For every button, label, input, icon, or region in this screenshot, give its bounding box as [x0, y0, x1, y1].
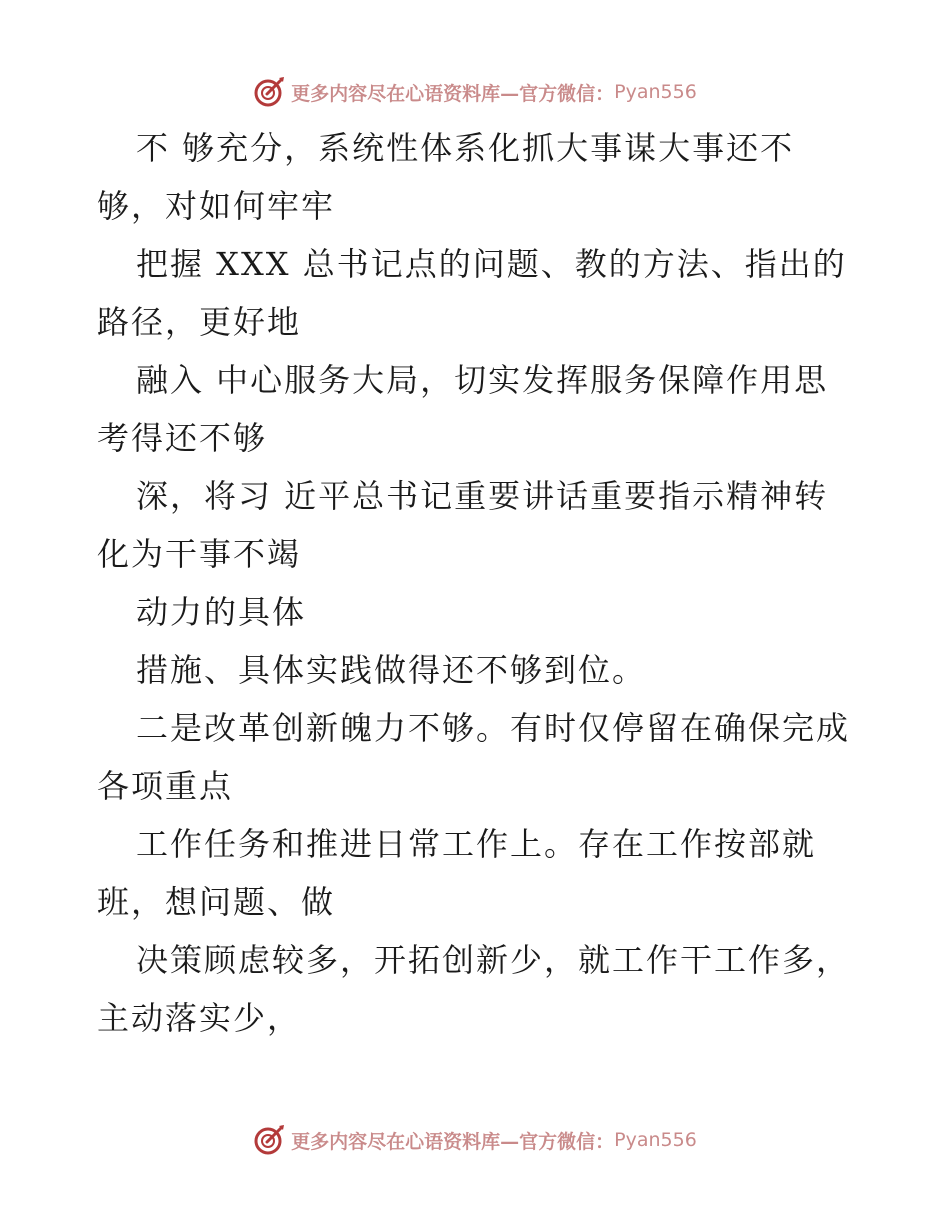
body-line: 够，对如何牢牢 — [97, 187, 336, 225]
body-line: 考得还不够 — [97, 419, 268, 457]
body-line: 融入 中心服务大局，切实发挥服务保障作用思 — [136, 361, 829, 399]
body-line: 化为干事不竭 — [97, 535, 302, 573]
body-line: 深，将习 近平总书记重要讲话重要指示精神转 — [136, 477, 829, 515]
body-line: 各项重点 — [97, 767, 234, 805]
body-line: 二是改革创新魄力不够。有时仅停留在确保完成 — [136, 709, 851, 747]
body-line: 不 够充分，系统性体系化抓大事谋大事还不 — [136, 129, 795, 167]
watermark-logo-icon — [253, 1123, 287, 1157]
body-line: 动力的具体 — [136, 593, 307, 631]
body-line: 措施、具体实践做得还不够到位。 — [136, 651, 647, 689]
footer-watermark — [0, 1120, 950, 1160]
body-line: 路径，更好地 — [97, 303, 302, 341]
body-line: 主动落实少， — [97, 999, 302, 1037]
watermark-wechat-id: Pyan556 — [614, 81, 697, 103]
watermark-wechat-id: Pyan556 — [614, 1129, 697, 1151]
watermark-logo-icon — [253, 75, 287, 109]
header-watermark — [0, 72, 950, 112]
body-line: 决策顾虑较多，开拓创新少，就工作干工作多， — [136, 941, 851, 979]
body-line: 把握 XXX 总书记点的问题、教的方法、指出的 — [136, 245, 847, 283]
watermark-text: 更多内容尽在心语资料库—官方微信： — [291, 82, 615, 105]
body-line: 班，想问题、做 — [97, 883, 336, 921]
body-line: 工作任务和推进日常工作上。存在工作按部就 — [136, 825, 817, 863]
watermark-text: 更多内容尽在心语资料库—官方微信： — [291, 1130, 615, 1153]
